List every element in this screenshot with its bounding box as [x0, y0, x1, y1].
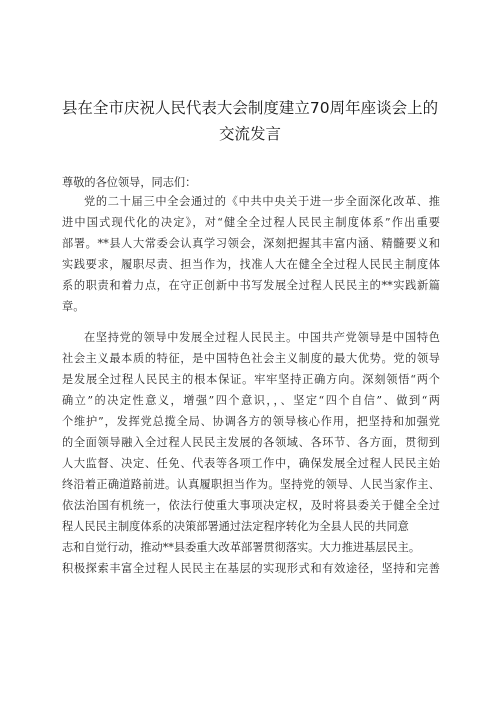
body-line: 个维护”，发挥党总揽全局、协调各方的领导核心作用，把坚持和加强党 [62, 415, 440, 428]
body-line: 系的职责和着力点，在守正创新中书写发展全过程人民民主的**实践新篇 [62, 279, 440, 292]
body-line: 志和自觉行动，推动**县委重大改革部署贯彻落实。大力推进基层民主。 [62, 541, 421, 554]
document-title-line-1: 县在全市庆祝人民代表大会制度建立70周年座谈会上的 [61, 99, 439, 117]
body-line: 人大监督、决定、任免、代表等各项工作中，确保发展全过程人民民主始 [62, 457, 440, 470]
body-line: 部署。**县人大常委会认真学习领会，深刻把握其丰富内涵、精髓要义和 [62, 237, 440, 250]
body-line: 党的二十届三中全会通过的《中共中央关于进一步全面深化改革、推 [84, 195, 440, 208]
body-line: 确立”的决定性意义，增强”四个意识，，、坚定“四个自信”、做到“两 [62, 394, 440, 407]
body-line: 章。 [62, 300, 85, 313]
body-line: 进中国式现代化的决定》，对“健全全过程人民民主制度体系”作出重要 [62, 216, 440, 229]
body-line: 积极探索丰富全过程人民民主在基层的实现形式和有效途径，坚持和完善 [62, 562, 440, 575]
body-line: 的全面领导融入全过程人民民主发展的各领域、各环节、各方面，贯彻到 [62, 436, 440, 449]
body-line: 终沿着正确道路前进。认真履职担当作为。坚持党的领导、人民当家作主、 [62, 478, 440, 491]
body-line: 社会主义最本质的特征，是中国特色社会主义制度的最大优势。党的领导 [62, 352, 440, 365]
salutation: 尊敬的各位领导，同志们： [62, 176, 197, 189]
body-line: 依法治国有机统一，依法行使重大事项决定权，及时将县委关于健全全过 [62, 499, 440, 512]
body-line: 在坚持党的领导中发展全过程人民民主。中国共产党领导是中国特色 [84, 331, 440, 344]
body-line: 实践要求，履职尽责、担当作为，找准人大在健全全过程人民民主制度体 [62, 258, 440, 271]
body-line: 是发展全过程人民民主的根本保证。牢牢坚持正确方向。深刻领悟“两个 [62, 373, 440, 386]
body-line: 程人民民主制度体系的决策部署通过法定程序转化为全县人民的共同意 [62, 520, 409, 533]
document-title-line-2: 交流发言 [218, 125, 281, 143]
